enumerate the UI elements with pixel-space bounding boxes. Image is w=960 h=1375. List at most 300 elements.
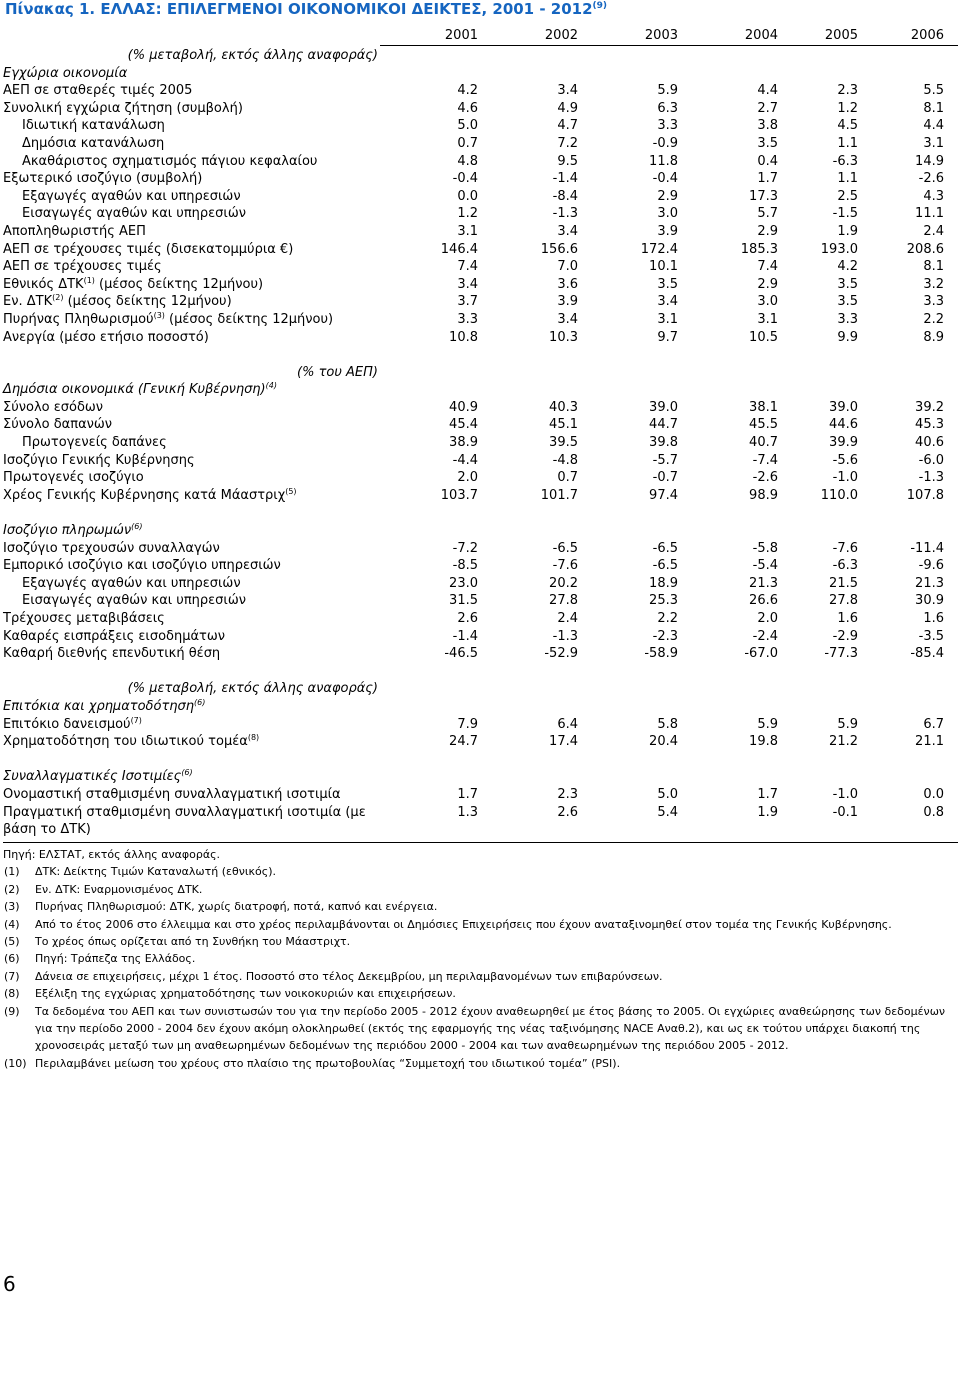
cell-2001: 5.0: [457, 118, 478, 134]
cell-2001: 7.9: [457, 716, 478, 732]
footnote: [3, 863, 958, 880]
cell-2004: 2.7: [757, 100, 778, 116]
cell-2002: 39.5: [549, 435, 578, 451]
table-row: [0, 804, 960, 840]
cell-2001: -4.4: [452, 452, 478, 468]
cell-2001: 4.2: [457, 83, 478, 99]
cell-2002: 9.5: [557, 153, 578, 169]
cell-2003: 3.4: [657, 294, 678, 310]
table-row: [0, 100, 960, 118]
footnote: [3, 1003, 958, 1055]
row-label: [3, 786, 341, 804]
cell-2002: -52.9: [544, 646, 578, 662]
year-header-2005: 2005: [824, 28, 858, 43]
cell-2002: 17.4: [549, 734, 578, 750]
row-label-text: Χρέος Γενικής Κυβέρνησης κατά Μάαστριχ: [3, 487, 286, 503]
year-header-2001: 2001: [444, 28, 478, 43]
cell-2002: 7.0: [557, 259, 578, 275]
cell-2003: 5.4: [657, 804, 678, 820]
cell-2001: 3.1: [457, 223, 478, 239]
cell-2004: 5.7: [757, 206, 778, 222]
footnote-marker: (3): [153, 310, 165, 320]
cell-2001: 1.3: [457, 804, 478, 820]
cell-2005: -1.5: [832, 206, 858, 222]
cell-2006: -1.3: [918, 470, 944, 486]
cell-2005: 3.3: [837, 311, 858, 327]
cell-2004: 3.0: [757, 294, 778, 310]
cell-2003: 9.7: [657, 329, 678, 345]
cell-2001: -46.5: [444, 646, 478, 662]
cell-2004: 1.9: [757, 804, 778, 820]
cell-2006: -9.6: [918, 558, 944, 574]
cell-2001: 2.6: [457, 611, 478, 626]
cell-2001: 24.7: [449, 734, 478, 750]
cell-2002: -4.8: [552, 452, 578, 468]
row-label: [3, 628, 225, 646]
table-row: [0, 592, 960, 610]
header-rule: [380, 45, 958, 46]
row-label-text: ΑΕΠ σε σταθερές τιμές 2005: [3, 83, 193, 99]
cell-2003: 5.0: [657, 786, 678, 802]
year-header-2006: 2006: [910, 28, 944, 43]
cell-2003: 2.2: [657, 611, 678, 626]
footnote-number: (10): [4, 1056, 27, 1070]
cell-2006: 5.5: [923, 83, 944, 99]
row-label: [22, 205, 246, 223]
cell-2004: -2.6: [752, 470, 778, 486]
year-header-2002: 2002: [544, 28, 578, 43]
table-row: [0, 557, 960, 575]
cell-2005: 1.9: [837, 223, 858, 239]
section-heading: [3, 381, 277, 399]
cell-2006: 40.6: [915, 435, 944, 451]
cell-2001: -8.5: [452, 558, 478, 574]
cell-2002: 4.9: [557, 100, 578, 116]
cell-2003: 5.9: [657, 83, 678, 99]
cell-2001: 3.3: [457, 311, 478, 327]
spacer-row: [0, 346, 960, 364]
footnote-number: (9): [4, 1004, 20, 1018]
footnote-text: Πηγή: Τράπεζα της Ελλάδος.: [35, 952, 196, 966]
cell-2004: -7.4: [752, 452, 778, 468]
cell-2003: 20.4: [649, 734, 678, 750]
cell-2005: 193.0: [820, 241, 858, 257]
table-row: [0, 135, 960, 153]
cell-2003: -2.3: [652, 628, 678, 644]
cell-2003: 18.9: [649, 575, 678, 591]
row-label: [3, 716, 142, 734]
cell-2003: 3.9: [657, 223, 678, 239]
cell-2006: 21.1: [915, 734, 944, 750]
section-heading: [3, 698, 205, 716]
cell-2003: -0.7: [652, 470, 678, 486]
row-label-text: Ισοζύγιο Γενικής Κυβέρνησης: [3, 452, 195, 468]
row-label-text: Πρωτογενείς δαπάνες: [22, 435, 167, 451]
cell-2006: -6.0: [918, 452, 944, 468]
table-row: [0, 241, 960, 259]
row-label: [3, 557, 281, 575]
footnote-marker: (4): [265, 381, 277, 391]
table-row: [0, 540, 960, 558]
cell-2006: 0.0: [923, 786, 944, 802]
row-label-text: Επιτόκια και χρηματοδότηση: [3, 698, 195, 714]
table-row: [0, 117, 960, 135]
cell-2001: 3.4: [457, 276, 478, 292]
footnote: [3, 933, 958, 950]
table-row: [0, 329, 960, 347]
cell-2003: 97.4: [649, 487, 678, 503]
cell-2006: 4.3: [923, 188, 944, 204]
cell-2004: 98.9: [749, 487, 778, 503]
row-label: [3, 100, 243, 118]
cell-2005: -5.6: [832, 452, 858, 468]
cell-2005: -7.6: [832, 540, 858, 556]
spacer-row: [0, 504, 960, 522]
cell-2005: 3.5: [837, 294, 858, 310]
cell-2005: 9.9: [837, 329, 858, 345]
cell-2001: 1.2: [457, 206, 478, 222]
row-label-text: Ιδιωτική κατανάλωση: [22, 118, 165, 134]
cell-2006: 208.6: [906, 241, 944, 257]
row-label-text: Πρωτογενές ισοζύγιο: [3, 470, 144, 486]
footnote-text: Τα δεδομένα του ΑΕΠ και των συνιστωσών του για την περίοδο 2005 - 2012 έχουν αναθεωρηθεί με έτος βάσης το 2005. Οι εγχώριες αναθεώρησης των δεδομένων για την περίοδο 2000 - 2004 δεν έχουν ακόμη ολοκληρωθεί (εκτός της εφαρμογής της νέας ταξινόμησης NACE Αναθ.2), και ως εκ τούτου υπάρχει διακοπή της χρονοσειράς μεταξύ των μη αναθεωρημένων δεδομένων της περιόδου 2000 - 2004 και των αναθεωρημένων της περιόδου 2005 - 2012.: [35, 1004, 946, 1053]
row-label-text: Δημόσια κατανάλωση: [22, 135, 165, 151]
cell-2004: 5.9: [757, 716, 778, 732]
table-row: [0, 733, 960, 751]
cell-2003: -0.4: [652, 171, 678, 187]
cell-2002: 3.4: [557, 223, 578, 239]
table-row: [0, 434, 960, 452]
row-label: [3, 540, 220, 558]
cell-2003: -6.5: [652, 558, 678, 574]
footnote-text: Πηγή: ΕΛΣΤΑΤ, εκτός άλλης αναφοράς.: [3, 848, 221, 861]
row-label: [22, 188, 241, 206]
row-label: [3, 223, 146, 241]
table-row: [0, 205, 960, 223]
cell-2003: 172.4: [640, 241, 678, 257]
footnote: [3, 881, 958, 898]
table-bottom-rule: [3, 842, 958, 843]
footnote-marker: (7): [130, 715, 142, 725]
row-label-text: Ονομαστική σταθμισμένη συναλλαγματική ισοτιμία: [3, 786, 341, 802]
row-label: [22, 434, 167, 452]
row-label-text: Δημόσια οικονομικά (Γενική Κυβέρνηση): [3, 382, 266, 398]
cell-2005: 27.8: [829, 593, 858, 609]
cell-2004: 185.3: [740, 241, 778, 257]
cell-2003: 6.3: [657, 100, 678, 116]
cell-2002: -7.6: [552, 558, 578, 574]
table-row: [0, 452, 960, 470]
row-label-text: Ισοζύγιο πληρωμών: [3, 523, 132, 539]
table-title-text: Πίνακας 1. ΕΛΛΑΣ: ΕΠΙΛΕΓΜΕΝΟΙ ΟΙΚΟΝΟΜΙΚΟΙ ΔΕΙΚΤΕΣ, 2001 - 2012: [5, 0, 593, 18]
row-label: [3, 329, 209, 347]
row-label: [3, 645, 220, 663]
cell-2001: -7.2: [452, 540, 478, 556]
row-label-text: Σύνολο δαπανών: [3, 417, 113, 433]
cell-2005: -77.3: [824, 646, 858, 662]
cell-2002: 156.6: [540, 241, 578, 257]
cell-2004: 2.9: [757, 223, 778, 239]
row-label-text: Εγχώρια οικονομία: [3, 65, 128, 81]
cell-2005: 1.1: [837, 171, 858, 187]
table-row: [0, 276, 960, 294]
footnote-number: (4): [4, 917, 20, 931]
table-row: [0, 82, 960, 100]
row-label: [3, 170, 202, 188]
page-number: 6: [3, 1272, 16, 1296]
table-row: [0, 469, 960, 487]
cell-2001: 0.0: [457, 188, 478, 204]
section-heading-row: [0, 522, 960, 540]
cell-2005: -1.0: [832, 786, 858, 802]
cell-2004: 3.8: [757, 118, 778, 134]
cell-2004: 1.7: [757, 171, 778, 187]
cell-2001: 2.0: [457, 470, 478, 486]
cell-2006: 4.4: [923, 118, 944, 134]
cell-2005: 39.0: [829, 399, 858, 415]
footnote-text: Εξέλιξη της εγχώριας χρηματοδότησης των νοικοκυριών και επιχειρήσεων.: [35, 987, 456, 1001]
cell-2005: 39.9: [829, 435, 858, 451]
cell-2003: 3.5: [657, 276, 678, 292]
row-label-text: Τρέχουσες μεταβιβάσεις: [3, 611, 165, 626]
cell-2002: 20.2: [549, 575, 578, 591]
cell-2006: -85.4: [910, 646, 944, 662]
table-row: [0, 258, 960, 276]
cell-2006: 0.8: [923, 804, 944, 820]
cell-2002: 2.6: [557, 804, 578, 820]
cell-2001: 1.7: [457, 786, 478, 802]
cell-2005: 2.5: [837, 188, 858, 204]
cell-2005: -0.1: [832, 804, 858, 820]
cell-2006: 21.3: [915, 575, 944, 591]
cell-2004: 3.1: [757, 311, 778, 327]
cell-2004: 0.4: [757, 153, 778, 169]
cell-2005: 5.9: [837, 716, 858, 732]
unit-label: (% μεταβολή, εκτός άλλης αναφοράς): [127, 48, 378, 63]
row-label: [3, 452, 195, 470]
cell-2006: 3.2: [923, 276, 944, 292]
row-label: [3, 804, 383, 838]
indicators-table: [0, 47, 960, 840]
cell-2002: 3.6: [557, 276, 578, 292]
row-label: [3, 258, 162, 276]
row-label-text: Πραγματική σταθμισμένη συναλλαγματική ισοτιμία (με βάση το ΔΤΚ): [3, 804, 366, 837]
cell-2002: 2.3: [557, 786, 578, 802]
section-heading-row: [0, 381, 960, 399]
cell-2006: 3.1: [923, 135, 944, 151]
row-label: [22, 153, 317, 171]
cell-2004: 26.6: [749, 593, 778, 609]
section-heading-row: [0, 698, 960, 716]
cell-2002: 45.1: [549, 417, 578, 433]
cell-2002: 10.3: [549, 329, 578, 345]
row-label: [22, 575, 241, 593]
cell-2005: -1.0: [832, 470, 858, 486]
footnote-text: Περιλαμβάνει μείωση του χρέους στο πλαίσιο της πρωτοβουλίας “Συμμετοχή του ιδιωτικού τομέα” (PSI).: [35, 1056, 621, 1070]
footnote-text: Το χρέος όπως ορίζεται από τη Συνθήκη του Μάαστριχτ.: [35, 935, 351, 949]
footnote: [3, 968, 958, 985]
row-label-text: Ανεργία (μέσο ετήσιο ποσοστό): [3, 329, 209, 345]
row-label-text: Εισαγωγές αγαθών και υπηρεσιών: [22, 593, 246, 609]
unit-row: [0, 47, 960, 65]
row-label-text: Εμπορικό ισοζύγιο και ισοζύγιο υπηρεσιών: [3, 558, 281, 574]
footnote-number: (7): [4, 969, 20, 983]
footnote: [3, 985, 958, 1002]
cell-2002: 7.2: [557, 135, 578, 151]
footnote-number: (2): [4, 882, 20, 896]
footnote: [3, 950, 958, 967]
cell-2001: 23.0: [449, 575, 478, 591]
cell-2002: 6.4: [557, 716, 578, 732]
row-label: [3, 276, 263, 294]
cell-2005: 21.5: [829, 575, 858, 591]
cell-2001: 40.9: [449, 399, 478, 415]
row-label-text: Καθαρή διεθνής επενδυτική θέση: [3, 646, 221, 662]
footnote-text: ΔΤΚ: Δείκτης Τιμών Καταναλωτή (εθνικός).: [35, 865, 277, 879]
table-row: [0, 575, 960, 593]
cell-2003: -5.7: [652, 452, 678, 468]
cell-2002: 2.4: [557, 611, 578, 626]
row-label-text: Συνολική εγχώρια ζήτηση (συμβολή): [3, 100, 243, 116]
row-label: [22, 117, 165, 135]
cell-2003: 3.1: [657, 311, 678, 327]
row-label: [3, 469, 144, 487]
cell-2003: 5.8: [657, 716, 678, 732]
table-row: [0, 786, 960, 804]
table-row: [0, 223, 960, 241]
cell-2004: 19.8: [749, 734, 778, 750]
section-heading: [3, 522, 142, 540]
cell-2006: 2.4: [923, 223, 944, 239]
footnote-marker: (5): [285, 486, 297, 496]
cell-2002: -8.4: [552, 188, 578, 204]
cell-2006: 3.3: [923, 294, 944, 310]
footnote-text: Δάνεια σε επιχειρήσεις, μέχρι 1 έτος. Ποσοστό στο τέλος Δεκεμβρίου, μη περιλαμβανομένων των επιβαρύνσεων.: [35, 969, 663, 983]
table-row: [0, 610, 960, 628]
row-label: [3, 399, 103, 417]
section-heading: [3, 65, 127, 83]
cell-2001: 103.7: [440, 487, 478, 503]
unit-row: [0, 364, 960, 382]
footnote: [3, 916, 958, 933]
cell-2005: 110.0: [820, 487, 858, 503]
cell-2005: 21.2: [829, 734, 858, 750]
cell-2003: 25.3: [649, 593, 678, 609]
cell-2005: 44.6: [829, 417, 858, 433]
cell-2004: 1.7: [757, 786, 778, 802]
footnote-text: Πυρήνας Πληθωρισμού: ΔΤΚ, χωρίς διατροφή, ποτά, καπνό και ενέργεια.: [35, 900, 438, 914]
row-label: [3, 311, 333, 329]
cell-2002: 3.4: [557, 83, 578, 99]
cell-2005: -2.9: [832, 628, 858, 644]
cell-2003: 39.8: [649, 435, 678, 451]
footnote-marker: (1): [83, 275, 95, 285]
cell-2003: -6.5: [652, 540, 678, 556]
table-row: [0, 416, 960, 434]
footnote-number: (1): [4, 865, 20, 879]
footnote-marker: (6): [181, 768, 193, 778]
row-label: [3, 733, 259, 751]
table-row: [0, 628, 960, 646]
row-label-text: Ισοζύγιο τρεχουσών συναλλαγών: [3, 540, 220, 556]
cell-2006: 39.2: [915, 399, 944, 415]
row-label-text: Συναλλαγματικές Ισοτιμίες: [3, 769, 182, 785]
footnote-marker: (6): [131, 522, 143, 532]
row-label-text: Επιτόκιο δανεισμού: [3, 716, 131, 732]
row-label: [3, 241, 293, 259]
row-label-text: ΑΕΠ σε τρέχουσες τιμές: [3, 259, 162, 275]
table-row: [0, 188, 960, 206]
year-header-row: [0, 28, 960, 45]
cell-2002: 4.7: [557, 118, 578, 134]
footnote: [3, 898, 958, 915]
cell-2004: -5.8: [752, 540, 778, 556]
cell-2003: 39.0: [649, 399, 678, 415]
table-row: [0, 311, 960, 329]
table-row: [0, 645, 960, 663]
cell-2004: -67.0: [744, 646, 778, 662]
cell-2001: 10.8: [449, 329, 478, 345]
footnote-number: (5): [4, 935, 20, 949]
cell-2005: 2.3: [837, 83, 858, 99]
cell-2001: 4.8: [457, 153, 478, 169]
cell-2004: 45.5: [749, 417, 778, 433]
footnote-marker: (6): [194, 697, 206, 707]
cell-2001: 0.7: [457, 135, 478, 151]
cell-2005: 4.2: [837, 259, 858, 275]
cell-2006: 14.9: [915, 153, 944, 169]
cell-2005: 3.5: [837, 276, 858, 292]
cell-2006: 107.8: [906, 487, 944, 503]
row-label-text: Χρηματοδότηση του ιδιωτικού τομέα: [3, 734, 248, 750]
table-row: [0, 293, 960, 311]
cell-2004: -2.4: [752, 628, 778, 644]
footnote-number: (8): [4, 987, 20, 1001]
table-row: [0, 153, 960, 171]
cell-2006: -2.6: [918, 171, 944, 187]
unit-label: (% του ΑΕΠ): [297, 364, 378, 380]
row-label: [3, 416, 112, 434]
cell-2006: 2.2: [923, 311, 944, 327]
section-heading-row: [0, 65, 960, 83]
cell-2005: 1.6: [837, 611, 858, 626]
section-heading: [3, 768, 193, 786]
cell-2002: 40.3: [549, 399, 578, 415]
cell-2004: 21.3: [749, 575, 778, 591]
cell-2003: -58.9: [644, 646, 678, 662]
cell-2005: 1.2: [837, 100, 858, 116]
row-label-text: Εξαγωγές αγαθών και υπηρεσιών: [22, 575, 241, 591]
row-label-text: Εν. ΔΤΚ: [3, 294, 53, 310]
row-label-text: Εθνικός ΔΤΚ: [3, 276, 84, 292]
cell-2004: 40.7: [749, 435, 778, 451]
cell-2001: 4.6: [457, 100, 478, 116]
cell-2001: 45.4: [449, 417, 478, 433]
row-label: [3, 82, 192, 100]
cell-2001: 38.9: [449, 435, 478, 451]
cell-2006: 6.7: [923, 716, 944, 732]
cell-2004: 38.1: [749, 399, 778, 415]
footnote-marker: (8): [247, 733, 260, 743]
cell-2006: 11.1: [915, 206, 944, 222]
cell-2002: 27.8: [549, 593, 578, 609]
cell-2004: 17.3: [749, 188, 778, 204]
cell-2003: 44.7: [649, 417, 678, 433]
cell-2002: 101.7: [540, 487, 578, 503]
year-header-2004: 2004: [744, 28, 778, 43]
cell-2005: 4.5: [837, 118, 858, 134]
cell-2002: 3.9: [557, 294, 578, 310]
